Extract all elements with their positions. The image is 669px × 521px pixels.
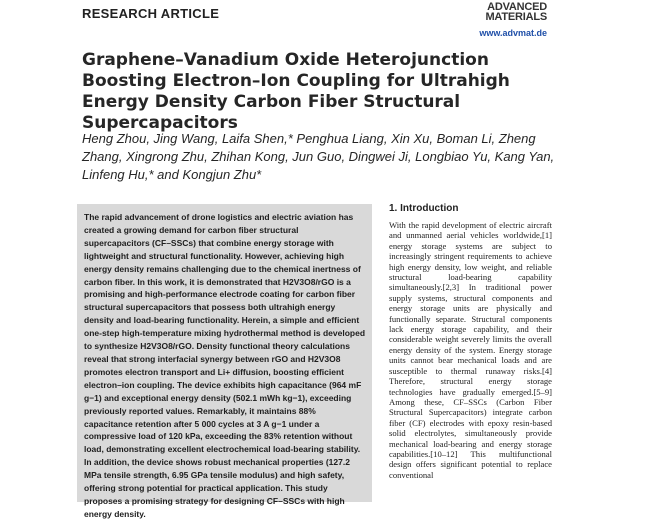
- section-label: RESEARCH ARTICLE: [82, 6, 220, 21]
- abstract-text: The rapid advancement of drone logistics and electric aviation has created a growing demand for carbon fiber structural supercapacitors (CF–SSCs) that combine energy storage with lightweight and structural functionality. However, achieving high energy density remains challenging due to the chemical inertness of carbon fiber. In this work, it is demonstrated that H2V3O8/rGO is a promising and high-performance electrode coating for carbon fiber structural supercapacitors that possess both ultrahigh energy density and load-bearing functionality. Herein, a simple and efficient one-step high-temperature mixing hydrothermal method is developed to synthesize H2V3O8/rGO. Density functional theory calculations reveal that strong interfacial synergy between rGO and H2V3O8 promotes electron transport and Li+ diffusion, boosting efficient electron–ion coupling. The device exhibits high capacitance (964 mF g−1) and exceptional energy density (502.1 mWh kg−1), exceeding previously reported values. Remarkably, it maintains 88% capacitance retention after 5 000 cycles at 3 A g−1 under a compressive load of 120 kPa, exceeding the 83% retention without load, demonstrating excellent electrochemical load-bearing stability. In addition, the device shows robust mechanical properties (127.2 MPa tensile strength, 6.95 GPa tensile modulus) and high safety, offering strong potential for practical application. This study proposes a promising strategy for designing CF–SSCs with high energy density.: [84, 212, 366, 519]
- article-title: Graphene–Vanadium Oxide Heterojunction Boosting Electron–Ion Coupling for Ultrahigh Energy Density Carbon Fiber Structural Supercapacitors: [82, 50, 510, 133]
- journal-logo-line1: ADVANCED: [487, 1, 547, 13]
- introduction-text: With the rapid development of electric aircraft and unmanned aerial vehicles worldwide,[1] energy storage systems are subject to increasingly stringent requirements to achieve high energy density, low weight, and reliable structural load-bearing capability simultaneously.[2,3] In traditional power supply systems, structural components and energy storage units are physically and functionally separate. Structural components lack energy storage capability, and their considerable weight severely limits the overall energy density of the system. Energy storage units cannot bear mechanical loads and are susceptible to thermal runaway risks.[4] Therefore, structural energy storage technologies have gradually emerged.[5–9] Among these, CF–SSCs (Carbon Fiber Structural Supercapacitors) integrate carbon fiber (CF) electrodes with epoxy resin-based solid electrolytes, simultaneously provide mechanical load-bearing and energy storage capabilities.[10–12] This multifunctional design offers significant potential to replace conventional: [389, 220, 552, 480]
- journal-logo-line2: MATERIALS: [485, 11, 547, 23]
- abstract-box: [77, 204, 372, 519]
- author-list: Heng Zhou, Jing Wang, Laifa Shen,* Penghua Liang, Xin Xu, Boman Li, Zheng Zhang, Xingrong Zhu, Zhihan Kong, Jun Guo, Dingwei Ji, Longbiao Yu, Kang Yan, Linfeng Hu,* and Kongjun Zhu*: [82, 131, 555, 182]
- introduction-column: [389, 203, 552, 490]
- journal-logo: [447, 2, 547, 23]
- journal-url[interactable]: www.advmat.de: [479, 28, 547, 38]
- introduction-heading: 1. Introduction: [389, 203, 459, 214]
